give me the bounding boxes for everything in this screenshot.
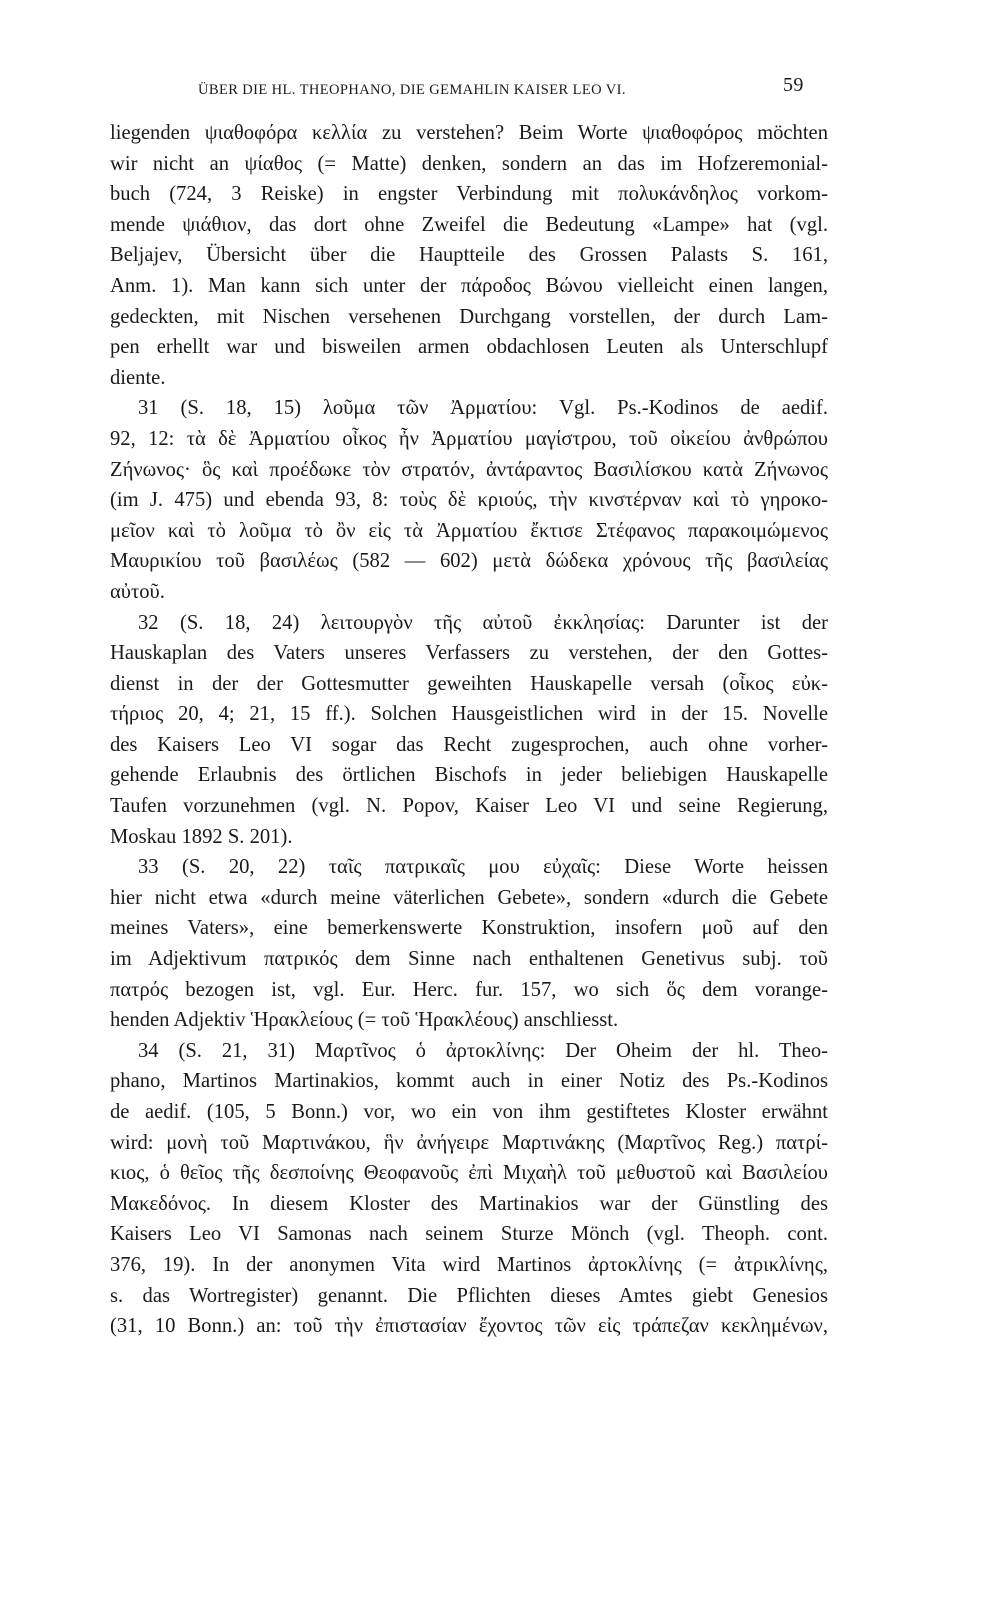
text-line: μεῖον καὶ τὸ λοῦμα τὸ ὂν εἰς τὰ Ἀρματίου ἔκτισε Στέφανος παρακοιμώμενος [110, 519, 828, 542]
text-line: τήριος 20, 4; 21, 15 ff.). Solchen Hausgeistlichen wird in der 15. Novelle [110, 703, 828, 726]
text-line: 92, 12: τὰ δὲ Ἀρματίου οἶκος ἦν Ἀρματίου μαγίστρου, τοῦ οἰκείου ἀνθρώπου [110, 427, 828, 450]
text-line: (31, 10 Bonn.) an: τοῦ τὴν ἐπιστασίαν ἔχοντος τῶν εἰς τράπεζαν κεκλημένων, [110, 1315, 828, 1338]
text-line: Hauskaplan des Vaters unseres Verfassers zu verstehen, der den Gottes- [110, 642, 828, 665]
text-line: 33 (S. 20, 22) ταῖς πατρικαῖς μου εὐχαῖς: Diese Worte heissen [138, 856, 828, 879]
text-line: phano, Martinos Martinakios, kommt auch in einer Notiz des Ps.-Kodinos [110, 1070, 828, 1093]
text-line: αὐτοῦ. [110, 580, 165, 603]
text-line: Moskau 1892 S. 201). [110, 825, 293, 848]
text-line: wird: μονὴ τοῦ Μαρτινάκου, ἣν ἀνήγειρε Μαρτινάκης (Μαρτῖνος Reg.) πατρί- [110, 1131, 828, 1154]
text-line: gedeckten, mit Nischen versehenen Durchgang vorstellen, der durch Lam- [110, 305, 828, 328]
text-line: buch (724, 3 Reiske) in engster Verbindung mit πολυκάνδηλος vorkom- [110, 183, 828, 206]
text-line: pen erhellt war und bisweilen armen obdachlosen Leuten als Unterschlupf [110, 336, 828, 359]
text-line: meines Vaters», eine bemerkenswerte Konstruktion, insofern μοῦ auf den [110, 917, 828, 940]
text-line: κιος, ὁ θεῖος τῆς δεσποίνης Θεοφανοῦς ἐπὶ Μιχαὴλ τοῦ μεθυστοῦ καὶ Βασιλείου [110, 1162, 828, 1185]
text-line: de aedif. (105, 5 Bonn.) vor, wo ein von ihm gestiftetes Kloster erwähnt [110, 1101, 828, 1123]
text-line: (im J. 475) und ebenda 93, 8: τοὺς δὲ κριούς, τὴν κινστέρναν καὶ τὸ γηροκο- [110, 489, 828, 512]
text-line: im Adjektivum πατρικός dem Sinne nach enthaltenen Genetivus subj. τοῦ [110, 948, 828, 971]
text-line: Beljajev, Übersicht über die Hauptteile des Grossen Palasts S. 161, [110, 244, 828, 267]
text-line: dienst in der der Gottesmutter geweihten Hauskapelle versah (οἶκος εὐκ- [110, 672, 828, 695]
text-line: s. das Wortregister) genannt. Die Pflichten dieses Amtes giebt Genesios [110, 1284, 828, 1307]
text-line: Kaisers Leo VI Samonas nach seinem Sturze Mönch (vgl. Theoph. cont. [110, 1223, 828, 1246]
body-text [110, 118, 828, 1342]
text-line: Taufen vorzunehmen (vgl. N. Popov, Kaiser Leo VI und seine Regierung, [110, 795, 828, 818]
text-line: liegenden ψιαθοφόρα κελλία zu verstehen? Beim Worte ψιαθοφόρος möchten [110, 122, 828, 144]
text-line: mende ψιάθιον, das dort ohne Zweifel die Bedeutung «Lampe» hat (vgl. [110, 213, 828, 236]
text-line: 376, 19). In der anonymen Vita wird Martinos ἀρτοκλίνης (= ἀτρικλίνης, [110, 1253, 828, 1276]
running-title: ÜBER DIE HL. THEOPHANO, DIE GEMAHLIN KAISER LEO VI. [198, 82, 626, 98]
text-line: Ζήνωνος· ὃς καὶ προέδωκε τὸν στρατόν, ἀντάραντος Βασιλίσκου κατὰ Ζήνωνος [110, 458, 828, 481]
text-line: henden Adjektiv Ἡρακλείους (= τοῦ Ἡρακλέους) anschliesst. [110, 1009, 619, 1032]
text-line: diente. [110, 366, 166, 389]
text-line: 31 (S. 18, 15) λοῦμα τῶν Ἀρματίου: Vgl. Ps.-Kodinos de aedif. [138, 397, 828, 420]
text-line: des Kaisers Leo VI sogar das Recht zugesprochen, auch ohne vorher- [110, 733, 828, 756]
page-number: 59 [783, 74, 804, 96]
text-line: wir nicht an ψίαθος (= Matte) denken, sondern an das im Hofzeremonial- [110, 152, 828, 175]
text-line: Μαυρικίου τοῦ βασιλέως (582 — 602) μετὰ δώδεκα χρόνους τῆς βασιλείας [110, 550, 828, 573]
text-line: gehende Erlaubnis des örtlichen Bischofs in jeder beliebigen Hauskapelle [110, 764, 828, 787]
text-line: 32 (S. 18, 24) λειτουργὸν τῆς αὐτοῦ ἐκκλησίας: Darunter ist der [138, 611, 828, 634]
text-line: Anm. 1). Man kann sich unter der πάροδος Βώνου vielleicht einen langen, [110, 274, 828, 297]
text-line: 34 (S. 21, 31) Μαρτῖνος ὁ ἀρτοκλίνης: Der Oheim der hl. Theo- [138, 1039, 828, 1062]
text-line: hier nicht etwa «durch meine väterlichen Gebete», sondern «durch die Gebete [110, 886, 828, 909]
text-line: πατρός bezogen ist, vgl. Eur. Herc. fur. 157, wo sich ὅς dem vorange- [110, 978, 828, 1001]
text-line: Μακεδόνος. In diesem Kloster des Martinakios war der Günstling des [110, 1192, 828, 1215]
